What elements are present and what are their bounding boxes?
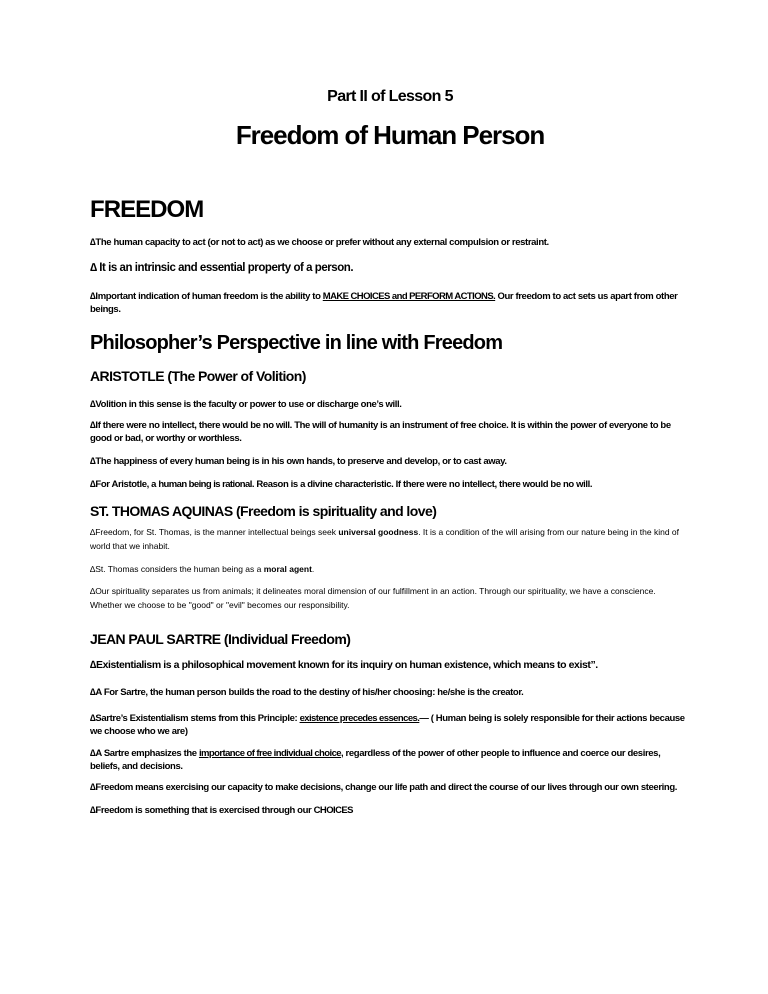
freedom-definition: ∆The human capacity to act (or not to act) as we choose or prefer without any external compulsion or restraint. [90, 237, 549, 248]
aristotle-point [90, 478, 690, 491]
emphasis: MAKE CHOICES and PERFORM ACTIONS. [322, 291, 496, 302]
emphasis: existence precedes essences. [299, 713, 420, 724]
page-title: Freedom of Human Person [235, 120, 545, 150]
freedom-indication [90, 290, 690, 316]
text: ∆Important indication of human freedom is the ability to [90, 291, 323, 302]
text: ∆Sartre’s Existentialism stems from this Principle: [90, 713, 300, 724]
text: ∆St. Thomas considers the human being as a [90, 564, 264, 574]
emphasis: moral agent [263, 564, 312, 574]
aristotle-point: ∆Volition in this sense is the faculty or power to use or discharge one’s will. [90, 399, 402, 410]
text: . [311, 564, 315, 574]
freedom-property: ∆ It is an intrinsic and essential property of a person. [90, 262, 354, 274]
text: Our freedom to act sets us apart from other beings. [90, 291, 678, 315]
aquinas-point: ∆Our spirituality separates us from animals; it delineates moral dimension of our fulfillment in an action. Through our spirituality, we have a conscience. Whether we choose to be "good" or "evil" becomes our responsibility. [90, 586, 656, 610]
emphasis: human being is rational [158, 479, 252, 490]
text: ∆For Aristotle, a [90, 479, 159, 490]
perspective-heading: Philosopher’s Perspective in line with Freedom [90, 332, 503, 354]
sartre-point [90, 747, 690, 773]
aquinas-heading: ST. THOMAS AQUINAS (Freedom is spirituality and love) [90, 503, 437, 519]
sartre-point: ∆A For Sartre, the human person builds the road to the destiny of his/her choosing: he/she is the creator. [90, 687, 524, 698]
text: ∆Freedom is something that is exercised through our [90, 805, 314, 816]
text: ∆A Sartre emphasizes the [90, 748, 199, 759]
sartre-point: ∆Freedom means exercising our capacity to make decisions, change our life path and direct the course of our lives through our own steering. [90, 782, 678, 793]
aquinas-point [90, 526, 690, 553]
aquinas-point [90, 563, 690, 577]
aristotle-heading: ARISTOTLE (The Power of Volition) [90, 368, 306, 384]
text: . It is a condition of the will arising from our nature being in the kind of world that we inhabit. [90, 527, 680, 551]
text: , regardless of the power of other people to influence and coerce our desires, beliefs, and decisions. [90, 748, 661, 772]
lesson-subtitle: Part II of Lesson 5 [327, 88, 453, 105]
sartre-point: ∆Existentialism is a philosophical movement known for its inquiry on human existence, which means to exist”. [90, 659, 598, 671]
freedom-heading: FREEDOM [90, 196, 204, 223]
text: ∆Freedom, for St. Thomas, is the manner intellectual beings seek [90, 527, 339, 537]
aristotle-point: ∆If there were no intellect, there would be no will. The will of humanity is an instrument of free choice. It is within the power of everyone to be good or bad, or worthy or worthless. [90, 420, 671, 444]
aristotle-point: ∆The happiness of every human being is in his own hands, to preserve and develop, or to cast away. [90, 456, 507, 467]
sartre-heading: JEAN PAUL SARTRE (Individual Freedom) [90, 631, 351, 647]
emphasis: importance of free individual choice [198, 748, 342, 759]
sartre-point [90, 804, 690, 817]
sartre-point [90, 712, 690, 738]
text: . Reason is a divine characteristic. If there were no intellect, there would be no will. [251, 479, 593, 490]
emphasis: CHOICES [313, 805, 353, 816]
emphasis: universal goodness [338, 527, 419, 537]
text: — ( Human being is solely responsible for their actions because we choose who we are) [90, 713, 685, 737]
